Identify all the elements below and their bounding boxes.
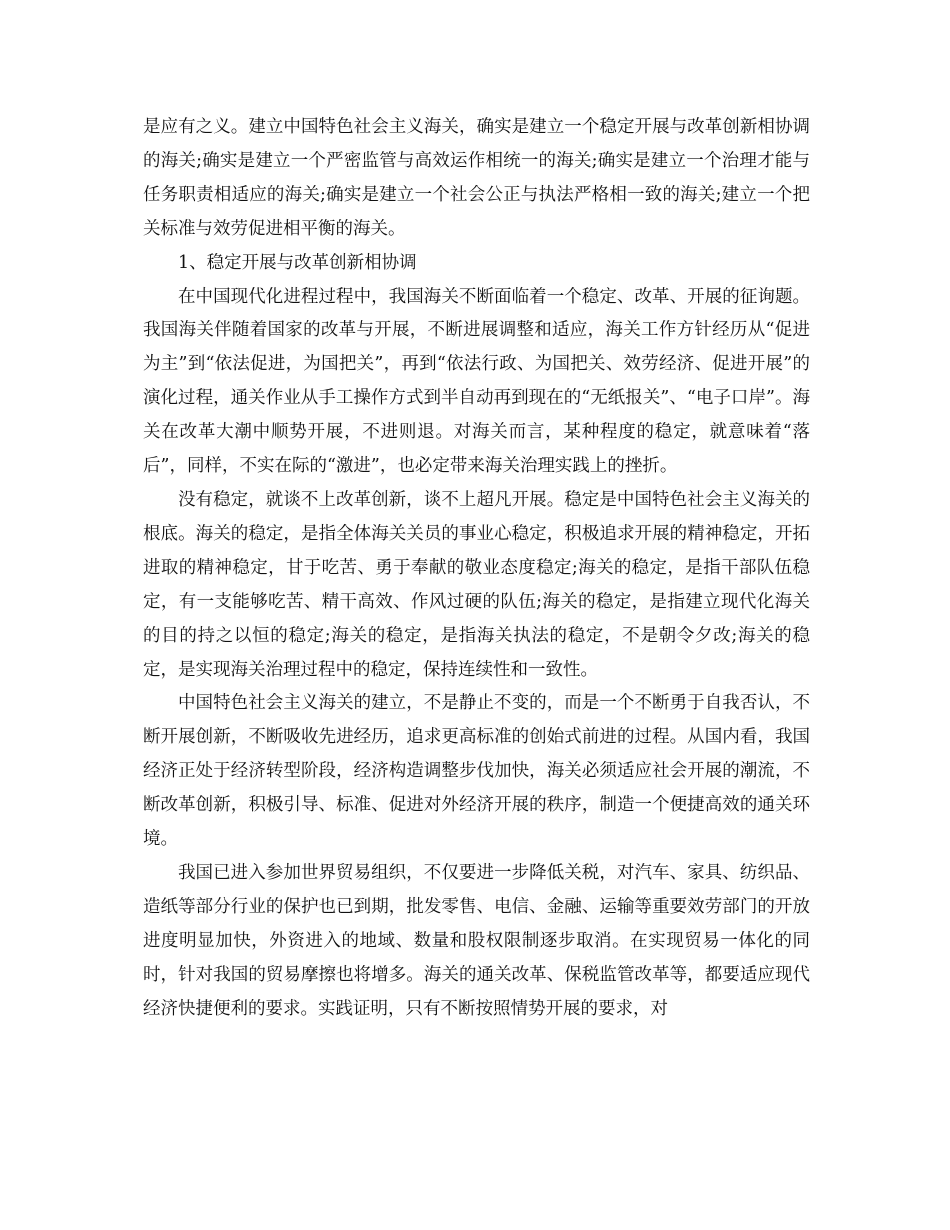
section-heading: 1、稳定开展与改革创新相协调 xyxy=(178,252,417,273)
paragraph: 中国特色社会主义海关的建立，不是静止不变的，而是一个不断勇于自我否认，不断开展创新，不断吸收先进经历，追求更高标准的创始式前进的过程。从国内看，我国经济正处于经济转型阶段，经济构造调整步伐加快，海关必须适应社会开展的潮流，不断改革创新，积极引导、标准、促进对外经济开展的秩序，制造一个便捷高效的通关环境。 xyxy=(143,693,810,850)
paragraph: 在中国现代化进程过程中，我国海关不断面临着一个稳定、改革、开展的征询题。我国海关伴随着国家的改革与开展，不断进展调整和适应，海关工作方针经历从“促进为主”到“依法促进，为国把关”，再到“依法行政、为国把关、效劳经济、促进开展”的演化过程，通关作业从手工操作方式到半自动再到现在的“无纸报关”、“电子口岸”。海关在改革大潮中顺势开展，不进则退。对海关而言，某种程度的稳定，就意味着“落后”，同样，不实在际的“激进”，也必定带来海关治理实践上的挫折。 xyxy=(143,286,810,477)
paragraph-continuation: 是应有之义。建立中国特色社会主义海关，确实是建立一个稳定开展与改革创新相协调的海关;确实是建立一个严密监管与高效运作相统一的海关;确实是建立一个治理才能与任务职责相适应的海关;确实是建立一个社会公正与执法严格相一致的海关;建立一个把关标准与效劳促进相平衡的海关。 xyxy=(143,117,810,239)
document-body xyxy=(143,111,810,1026)
paragraph: 没有稳定，就谈不上改革创新，谈不上超凡开展。稳定是中国特色社会主义海关的根底。海关的稳定，是指全体海关关员的事业心稳定，积极追求开展的精神稳定，开拓进取的精神稳定，甘于吃苦、勇于奉献的敬业态度稳定;海关的稳定，是指干部队伍稳定，有一支能够吃苦、精干高效、作风过硬的队伍;海关的稳定，是指建立现代化海关的目的持之以恒的稳定;海关的稳定，是指海关执法的稳定，不是朝令夕改;海关的稳定，是实现海关治理过程中的稳定，保持连续性和一致性。 xyxy=(143,489,810,680)
paragraph: 我国已进入参加世界贸易组织，不仅要进一步降低关税，对汽车、家具、纺织品、造纸等部分行业的保护也已到期，批发零售、电信、金融、运输等重要效劳部门的开放进度明显加快，外资进入的地域、数量和股权限制逐步取消。在实现贸易一体化的同时，针对我国的贸易摩擦也将增多。海关的通关改革、保税监管改革等，都要适应现代经济快捷便利的要求。实践证明，只有不断按照情势开展的要求，对 xyxy=(143,862,810,1019)
